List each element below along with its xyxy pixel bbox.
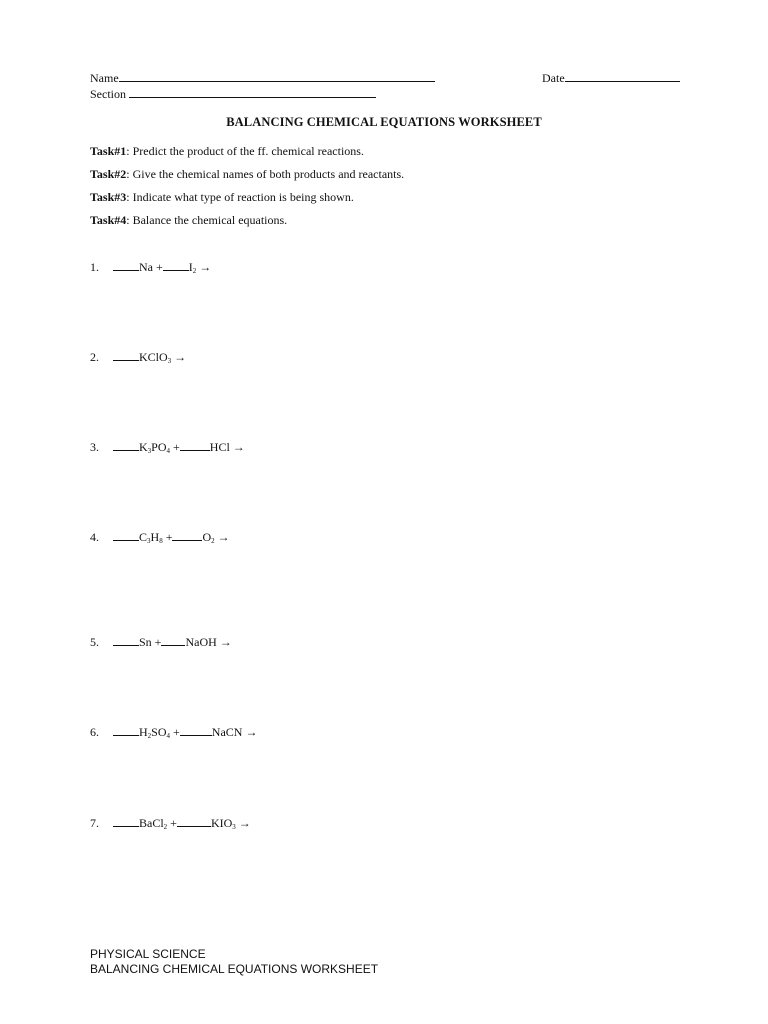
task-label: Task#3 <box>90 190 127 204</box>
task-1 <box>90 144 364 159</box>
coefficient-blank[interactable] <box>163 259 189 271</box>
coefficient-blank[interactable] <box>161 634 185 646</box>
subscript: 2 <box>192 267 197 275</box>
formula-text: PO <box>151 440 167 454</box>
task-text: : Give the chemical names of both products and reactants. <box>126 167 405 181</box>
footer-subject: PHYSICAL SCIENCE <box>90 947 206 961</box>
coefficient-blank[interactable] <box>113 439 139 451</box>
equation-number: 7. <box>90 816 99 830</box>
formula-text: H <box>150 530 160 544</box>
date-field-row <box>542 69 680 86</box>
coefficient-blank[interactable] <box>180 724 212 736</box>
formula-text: HCl → <box>209 440 245 454</box>
worksheet-title: BALANCING CHEMICAL EQUATIONS WORKSHEET <box>226 115 542 129</box>
formula-text: K <box>139 440 148 454</box>
equation-2 <box>90 349 186 365</box>
equation-number: 6. <box>90 725 99 739</box>
task-3 <box>90 190 354 205</box>
section-field-row <box>90 85 376 102</box>
formula-text: + <box>162 530 173 544</box>
subscript: 2 <box>147 732 152 740</box>
formula-text: + <box>170 440 180 454</box>
task-2 <box>90 167 404 182</box>
equation-1 <box>90 259 211 275</box>
formula-text: I <box>188 260 193 274</box>
subscript: 3 <box>147 447 152 455</box>
equation-number: 5. <box>90 635 99 649</box>
task-text: : Balance the chemical equations. <box>126 213 288 227</box>
subscript: 4 <box>166 447 171 455</box>
equation-4 <box>90 529 230 545</box>
date-label: Date <box>542 71 565 85</box>
name-label: Name <box>90 71 119 85</box>
date-field[interactable] <box>565 69 680 82</box>
coefficient-blank[interactable] <box>177 815 211 827</box>
task-label: Task#1 <box>90 144 127 158</box>
subscript: 3 <box>232 823 236 831</box>
name-field-row <box>90 69 435 86</box>
footer-title: BALANCING CHEMICAL EQUATIONS WORKSHEET <box>90 962 379 976</box>
arrow-text: → <box>235 816 251 830</box>
coefficient-blank[interactable] <box>180 439 210 451</box>
name-field[interactable] <box>119 69 435 82</box>
equation-3 <box>90 439 245 455</box>
task-label: Task#2 <box>90 167 127 181</box>
formula-text: NaCN → <box>211 725 258 739</box>
equation-number: 4. <box>90 530 99 544</box>
coefficient-blank[interactable] <box>113 259 139 271</box>
formula-text: + <box>170 725 180 739</box>
equation-6 <box>90 724 257 740</box>
coefficient-blank[interactable] <box>113 815 139 827</box>
formula-text: NaOH → <box>185 635 232 649</box>
section-label: Section <box>90 87 126 101</box>
equation-5 <box>90 634 232 650</box>
formula-text: O <box>202 530 212 544</box>
formula-text: KIO <box>210 816 233 830</box>
equation-7 <box>90 815 251 831</box>
equation-number: 1. <box>90 260 99 274</box>
section-field[interactable] <box>129 85 376 98</box>
task-text: : Predict the product of the ff. chemical reactions. <box>126 144 364 158</box>
task-text: : Indicate what type of reaction is being shown. <box>126 190 354 204</box>
formula-text: SO <box>151 725 167 739</box>
formula-text: Sn + <box>139 635 162 649</box>
coefficient-blank[interactable] <box>172 529 202 541</box>
equation-number: 3. <box>90 440 99 454</box>
arrow-text: → <box>196 260 212 274</box>
subscript: 3 <box>167 357 172 365</box>
task-label: Task#4 <box>90 213 127 227</box>
formula-text: Na + <box>139 260 163 274</box>
coefficient-blank[interactable] <box>113 349 139 361</box>
subscript: 2 <box>163 823 168 831</box>
subscript: 4 <box>166 732 171 740</box>
arrow-text: → <box>214 530 230 544</box>
coefficient-blank[interactable] <box>113 634 139 646</box>
equation-number: 2. <box>90 350 99 364</box>
subscript: 2 <box>211 537 215 545</box>
task-4 <box>90 213 287 228</box>
formula-text: C <box>139 530 148 544</box>
coefficient-blank[interactable] <box>113 529 139 541</box>
formula-text: + <box>167 816 177 830</box>
subscript: 3 <box>147 537 151 545</box>
arrow-text: → <box>171 350 187 364</box>
subscript: 8 <box>159 537 163 545</box>
coefficient-blank[interactable] <box>113 724 139 736</box>
formula-text: BaCl <box>139 816 164 830</box>
formula-text: KClO <box>139 350 168 364</box>
formula-text: H <box>139 725 148 739</box>
